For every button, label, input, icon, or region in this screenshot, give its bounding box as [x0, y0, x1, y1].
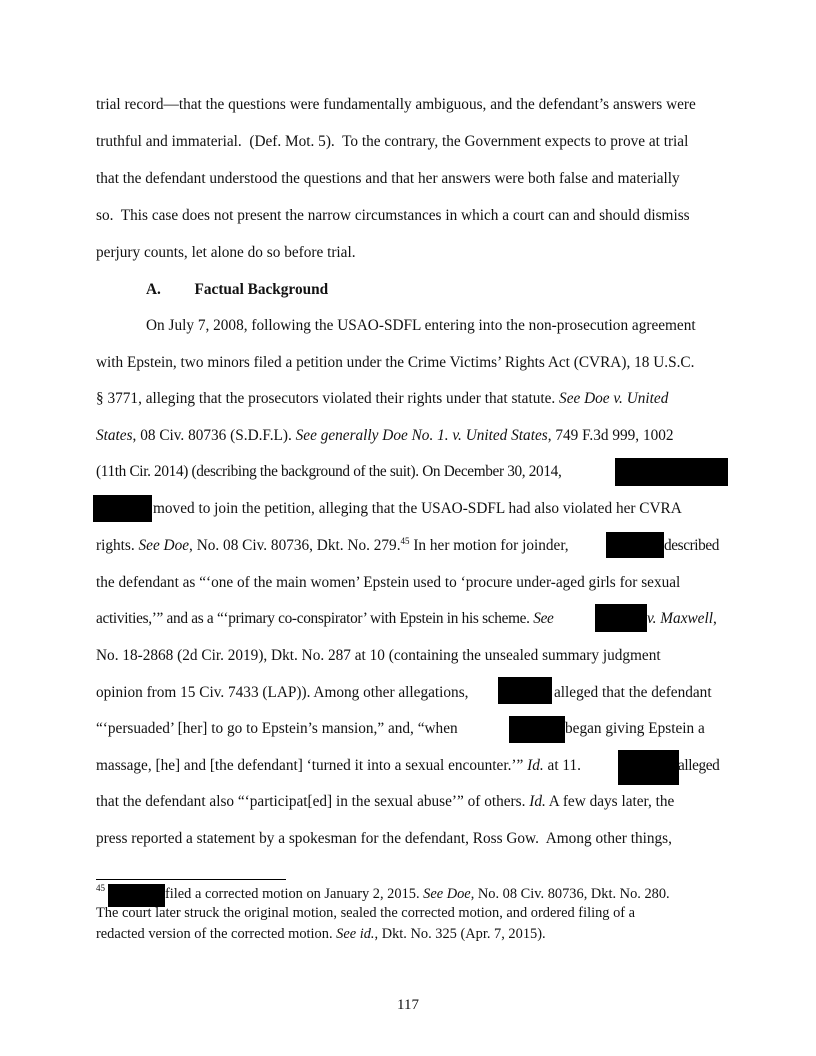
- para-line-11: opinion from 15 Civ. 7433 (LAP)). Among other allegations,: [96, 684, 469, 701]
- para-line-3: § 3771, alleging that the prosecutors violated their rights under that statute. See Doe v. United: [96, 390, 669, 407]
- para-line-2: with Epstein, two minors filed a petition under the Crime Victims’ Rights Act (CVRA), 18 U.S.C.: [96, 354, 695, 371]
- redaction-box: [595, 604, 647, 632]
- redaction-box: [606, 532, 664, 558]
- para-line-15: press reported a statement by a spokesman for the defendant, Ross Gow. Among other things,: [96, 830, 672, 847]
- para-line-13: massage, [he] and [the defendant] ‘turned it into a sexual encounter.’” Id. at 11.: [96, 757, 581, 774]
- para-line-5: (11th Cir. 2014) (describing the background of the suit). On December 30, 2014,: [96, 463, 562, 480]
- para-line-6: moved to join the petition, alleging that the USAO-SDFL had also violated her CVRA: [153, 500, 682, 517]
- para-line-10: No. 18-2868 (2d Cir. 2019), Dkt. No. 287 at 10 (containing the unsealed summary judgment: [96, 647, 661, 664]
- footnote-number: 45: [96, 883, 105, 894]
- footnote-line-2: The court later struck the original motion, sealed the corrected motion, and ordered filing of a: [96, 905, 636, 921]
- body-line-4: so. This case does not present the narrow circumstances in which a court can and should dismiss: [96, 207, 690, 224]
- para-line-13-end: alleged: [678, 757, 720, 774]
- para-line-4: States, 08 Civ. 80736 (S.D.F.L). See generally Doe No. 1. v. United States, 749 F.3d 999, 1002: [96, 427, 674, 444]
- redaction-box: [509, 716, 565, 743]
- body-line-1: trial record—that the questions were fundamentally ambiguous, and the defendant’s answers were: [96, 96, 696, 113]
- redaction-box: [108, 884, 165, 907]
- para-line-14: that the defendant also “‘participat[ed] in the sexual abuse’” of others. Id. A few days later, the: [96, 793, 675, 810]
- footnote-line-3: redacted version of the corrected motion. See id., Dkt. No. 325 (Apr. 7, 2015).: [96, 926, 546, 942]
- body-line-3: that the defendant understood the questions and that her answers were both false and materially: [96, 170, 680, 187]
- redaction-box: [618, 750, 679, 785]
- redaction-box: [498, 677, 552, 704]
- footnote-line-1-text: filed a corrected motion on January 2, 2015. See Doe, No. 08 Civ. 80736, Dkt. No. 280.: [165, 886, 670, 902]
- para-line-12-end: began giving Epstein a: [565, 720, 705, 737]
- section-heading: [146, 281, 328, 299]
- section-title: Factual Background: [194, 281, 329, 298]
- para-line-7: rights. See Doe, No. 08 Civ. 80736, Dkt. No. 279.45 In her motion for joinder,: [96, 535, 569, 554]
- para-line-1: On July 7, 2008, following the USAO-SDFL entering into the non-prosecution agreement: [146, 317, 696, 334]
- para-line-9-end: v. Maxwell,: [647, 610, 717, 627]
- para-line-9: activities,’” and as a “‘primary co-conspirator’ with Epstein in his scheme. See: [96, 610, 554, 627]
- section-letter: A.: [146, 281, 161, 298]
- para-line-12: “‘persuaded’ [her] to go to Epstein’s mansion,” and, “when: [96, 720, 458, 737]
- para-line-11-end: alleged that the defendant: [554, 684, 712, 701]
- para-line-8: the defendant as “‘one of the main women’ Epstein used to ‘procure under-aged girls for sexual: [96, 574, 681, 591]
- footnote-rule: [96, 879, 286, 880]
- redaction-box: [615, 458, 728, 486]
- body-line-2: truthful and immaterial. (Def. Mot. 5). To the contrary, the Government expects to prove at trial: [96, 133, 689, 150]
- body-line-5: perjury counts, let alone do so before trial.: [96, 244, 356, 261]
- page-number: 117: [397, 997, 419, 1013]
- para-line-7-end: described: [664, 537, 720, 554]
- redaction-box: [93, 495, 152, 522]
